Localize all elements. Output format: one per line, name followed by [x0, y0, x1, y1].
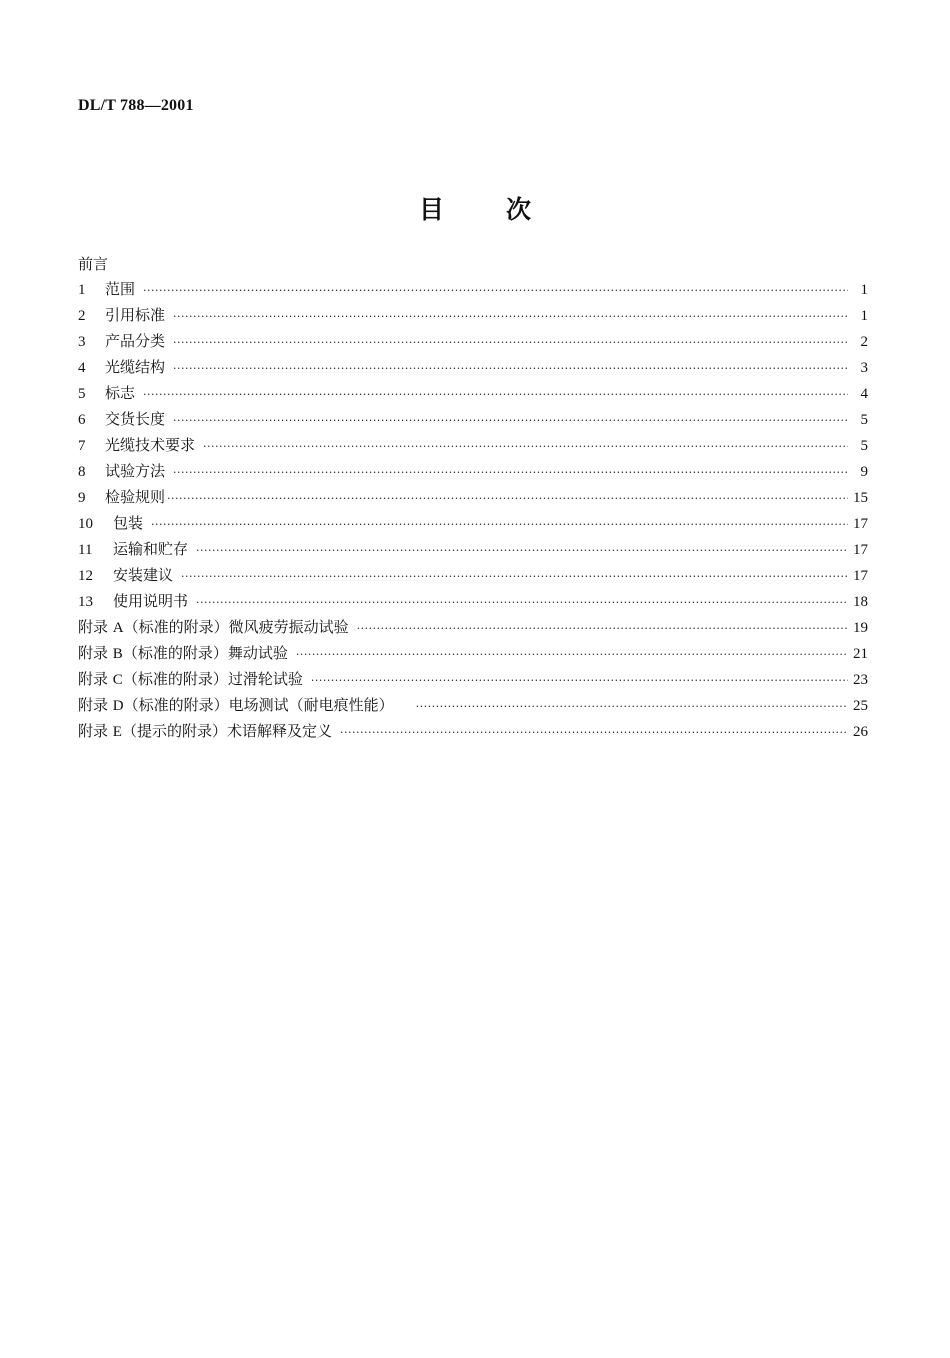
dot-leader [173, 356, 848, 382]
toc-entry-page: 26 [853, 724, 868, 740]
toc-entry-number: 7 [78, 438, 86, 454]
dot-leader [143, 278, 848, 304]
toc-entry-title: 交货长度 [105, 410, 166, 428]
toc-entry-title: 包装 [113, 514, 144, 532]
dot-leader [340, 720, 848, 746]
annex-prefix: 附录 [78, 644, 109, 662]
toc-entry-8[interactable] [78, 458, 868, 484]
annex-title: （标准的附录）舞动试验 [122, 644, 288, 662]
toc-entry-title: 检验规则 [105, 488, 166, 506]
annex-entry-a[interactable] [78, 614, 868, 640]
toc-entry-number: 10 [78, 516, 93, 532]
table-of-contents [78, 276, 868, 744]
toc-entry-13[interactable] [78, 588, 868, 614]
toc-entry-4[interactable] [78, 354, 868, 380]
toc-entry-page: 3 [860, 360, 868, 376]
toc-entry-page: 5 [860, 438, 868, 454]
dot-leader [196, 538, 848, 564]
toc-entry-title: 试验方法 [105, 462, 166, 480]
dot-leader [173, 408, 848, 434]
toc-entry-page: 17 [853, 542, 868, 558]
toc-entry-10[interactable] [78, 510, 868, 536]
annex-prefix: 附录 [78, 670, 109, 688]
annex-title: （标准的附录）微风疲劳振动试验 [123, 618, 349, 636]
annex-letter: D [112, 698, 124, 714]
toc-entry-title: 光缆技术要求 [105, 436, 196, 454]
toc-entry-title: 光缆结构 [105, 358, 166, 376]
annex-prefix: 附录 [78, 696, 109, 714]
dot-leader [173, 460, 848, 486]
toc-entry-title: 产品分类 [105, 332, 166, 350]
toc-entry-1[interactable] [78, 276, 868, 302]
toc-entry-12[interactable] [78, 562, 868, 588]
toc-entry-7[interactable] [78, 432, 868, 458]
annex-entry-e[interactable] [78, 718, 868, 744]
title-char-2: 次 [506, 195, 532, 224]
dot-leader [357, 616, 848, 642]
dot-leader [167, 486, 848, 512]
toc-entry-11[interactable] [78, 536, 868, 562]
toc-entry-number: 6 [78, 412, 86, 428]
toc-entry-page: 25 [853, 698, 868, 714]
toc-entry-number: 4 [78, 360, 86, 376]
annex-title: （标准的附录）过滑轮试验 [122, 670, 303, 688]
toc-entry-page: 15 [853, 490, 868, 506]
dot-leader [196, 590, 848, 616]
document-code: DL/T 788—2001 [78, 97, 194, 114]
toc-entry-6[interactable] [78, 406, 868, 432]
toc-entry-3[interactable] [78, 328, 868, 354]
dot-leader [181, 564, 848, 590]
annex-letter: E [112, 724, 122, 740]
annex-prefix: 附录 [78, 618, 109, 636]
toc-entry-number: 3 [78, 334, 86, 350]
toc-entry-title: 引用标准 [105, 306, 166, 324]
toc-entry-number: 2 [78, 308, 86, 324]
toc-preface-entry[interactable]: 前言 [78, 255, 109, 273]
annex-entry-d[interactable] [78, 692, 868, 718]
annex-letter: B [112, 646, 123, 662]
toc-entry-page: 21 [853, 646, 868, 662]
toc-entry-2[interactable] [78, 302, 868, 328]
toc-entry-page: 19 [853, 620, 868, 636]
annex-title: （提示的附录）术语解释及定义 [121, 722, 332, 740]
annex-prefix: 附录 [78, 722, 109, 740]
toc-entry-page: 23 [853, 672, 868, 688]
toc-entry-title: 范围 [105, 280, 136, 298]
annex-letter: C [112, 672, 123, 688]
toc-entry-number: 9 [78, 490, 86, 506]
dot-leader [296, 642, 848, 668]
toc-entry-page: 17 [853, 568, 868, 584]
toc-entry-page: 1 [860, 282, 868, 298]
dot-leader [151, 512, 848, 538]
toc-entry-page: 9 [860, 464, 868, 480]
dot-leader [311, 668, 848, 694]
dot-leader [143, 382, 848, 408]
toc-entry-page: 18 [853, 594, 868, 610]
annex-title: （标准的附录）电场测试（耐电痕性能） [123, 696, 394, 714]
toc-entry-title: 使用说明书 [113, 592, 189, 610]
toc-entry-title: 安装建议 [113, 566, 174, 584]
toc-entry-number: 1 [78, 282, 86, 298]
toc-entry-9[interactable] [78, 484, 868, 510]
page-title [0, 190, 950, 226]
toc-entry-title: 运输和贮存 [113, 540, 189, 558]
annex-entry-b[interactable] [78, 640, 868, 666]
toc-entry-page: 2 [860, 334, 868, 350]
toc-entry-page: 1 [860, 308, 868, 324]
dot-leader [173, 330, 848, 356]
toc-entry-page: 17 [853, 516, 868, 532]
toc-entry-number: 13 [78, 594, 93, 610]
toc-entry-number: 8 [78, 464, 86, 480]
toc-entry-page: 4 [860, 386, 868, 402]
dot-leader [203, 434, 848, 460]
dot-leader [173, 304, 848, 330]
annex-entry-c[interactable] [78, 666, 868, 692]
toc-entry-title: 标志 [105, 384, 136, 402]
dot-leader [416, 694, 848, 720]
toc-entry-number: 5 [78, 386, 86, 402]
toc-entry-number: 11 [78, 542, 93, 558]
toc-entry-number: 12 [78, 568, 93, 584]
toc-entry-5[interactable] [78, 380, 868, 406]
toc-entry-page: 5 [860, 412, 868, 428]
title-char-1: 目 [418, 195, 444, 224]
annex-letter: A [112, 620, 124, 636]
